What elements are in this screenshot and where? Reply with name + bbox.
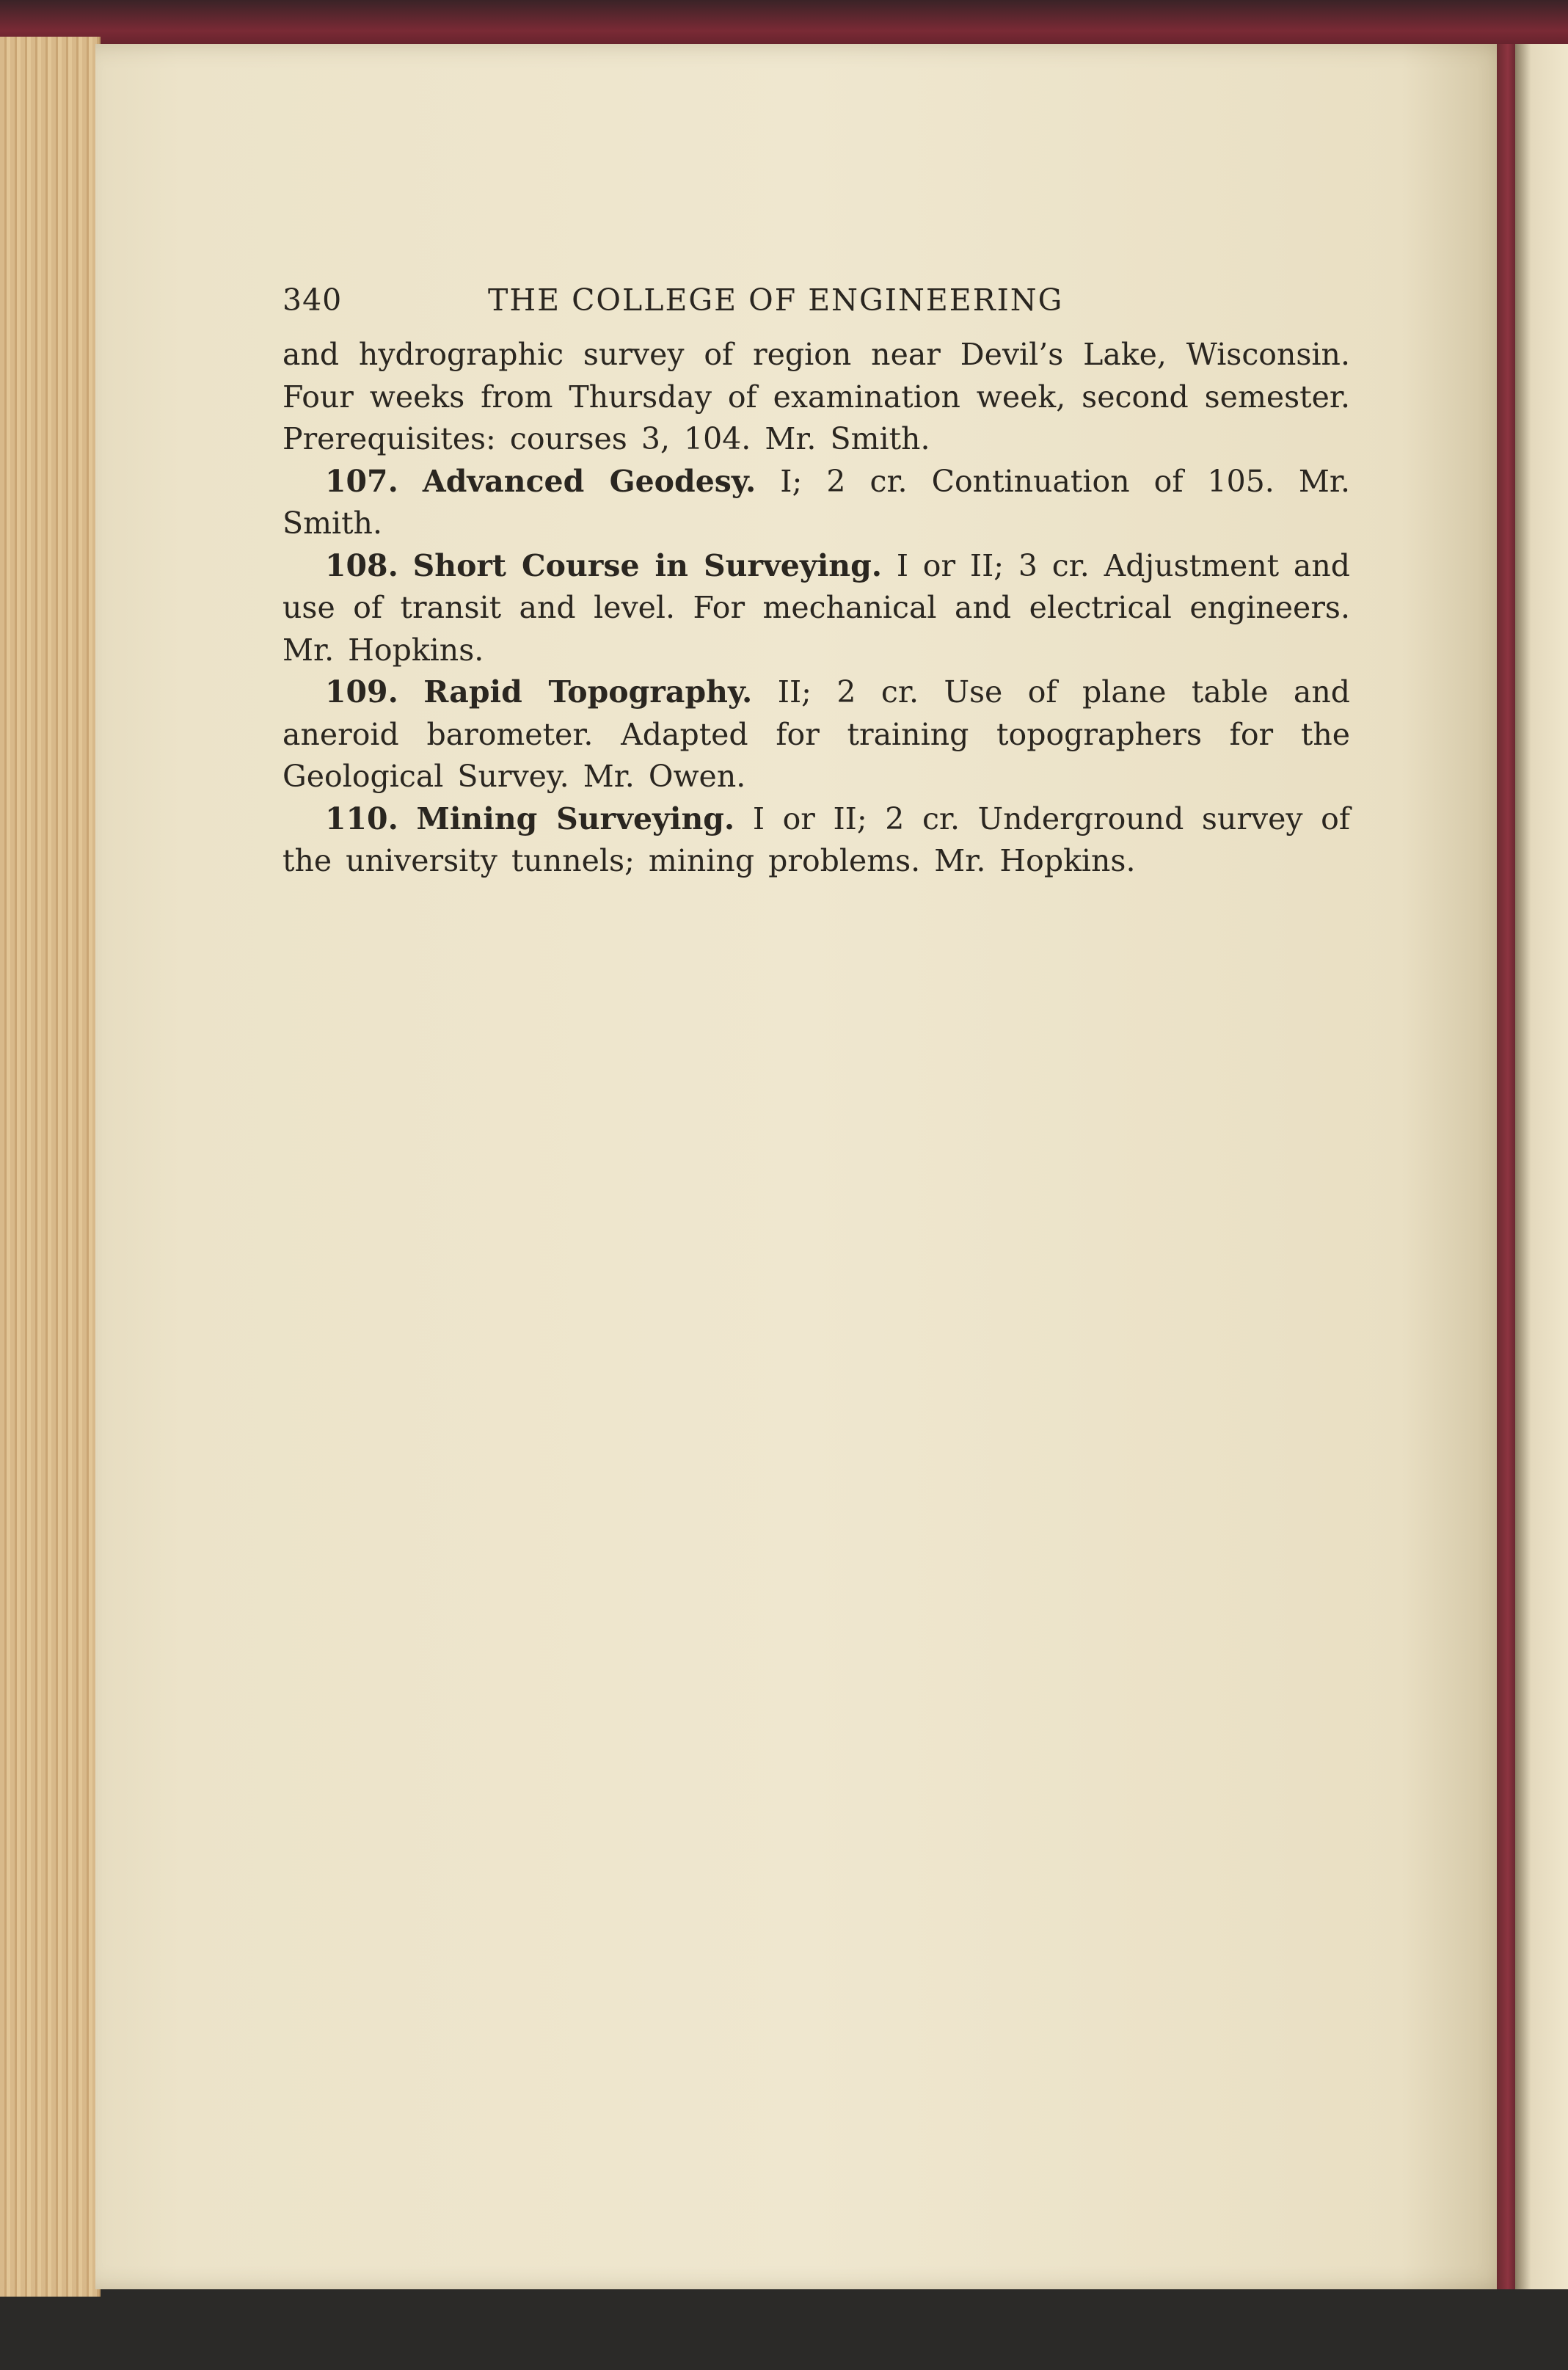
running-head: THE COLLEGE OF ENGINEERING (488, 282, 1064, 318)
page-number: 340 (282, 282, 343, 318)
course-description: I; 2 cr. Continuation of 105. Mr. Smith. (282, 463, 1350, 541)
facing-page-edge (1515, 44, 1568, 2289)
page-stack-edge (0, 37, 101, 2297)
course-number: 107. (325, 463, 398, 499)
page-text-block (282, 282, 1350, 883)
course-entry-110 (282, 798, 1350, 883)
course-entry-107 (282, 461, 1350, 545)
course-title: Mining Surveying. (416, 801, 735, 836)
course-description: I or II; 2 cr. Underground survey of the university tunnels; mining problems. Mr. Hopkins. (282, 801, 1350, 878)
course-number: 109. (325, 674, 398, 710)
paragraph-text: and hydrographic survey of region near Devil’s Lake, Wisconsin. Four weeks from Thursday of examination week, second semester. Prerequisites: courses 3, 104. Mr. Smith. (282, 337, 1350, 456)
course-description: I or II; 3 cr. Adjustment and use of transit and level. For mechanical and electrical engineers. Mr. Hopkins. (282, 547, 1350, 668)
course-title: Rapid Topography. (423, 674, 753, 710)
course-number: 110. (325, 801, 398, 836)
course-entry-109 (282, 671, 1350, 798)
paragraph-continuation (282, 334, 1350, 461)
course-description: II; 2 cr. Use of plane table and aneroid barometer. Adapted for training topographers for the Geological Survey. Mr. Owen. (282, 674, 1350, 794)
course-entry-108 (282, 545, 1350, 672)
course-title: Short Course in Surveying. (412, 547, 883, 583)
page-header (282, 282, 1350, 334)
course-title: Advanced Geodesy. (422, 463, 756, 499)
course-number: 108. (325, 547, 398, 583)
